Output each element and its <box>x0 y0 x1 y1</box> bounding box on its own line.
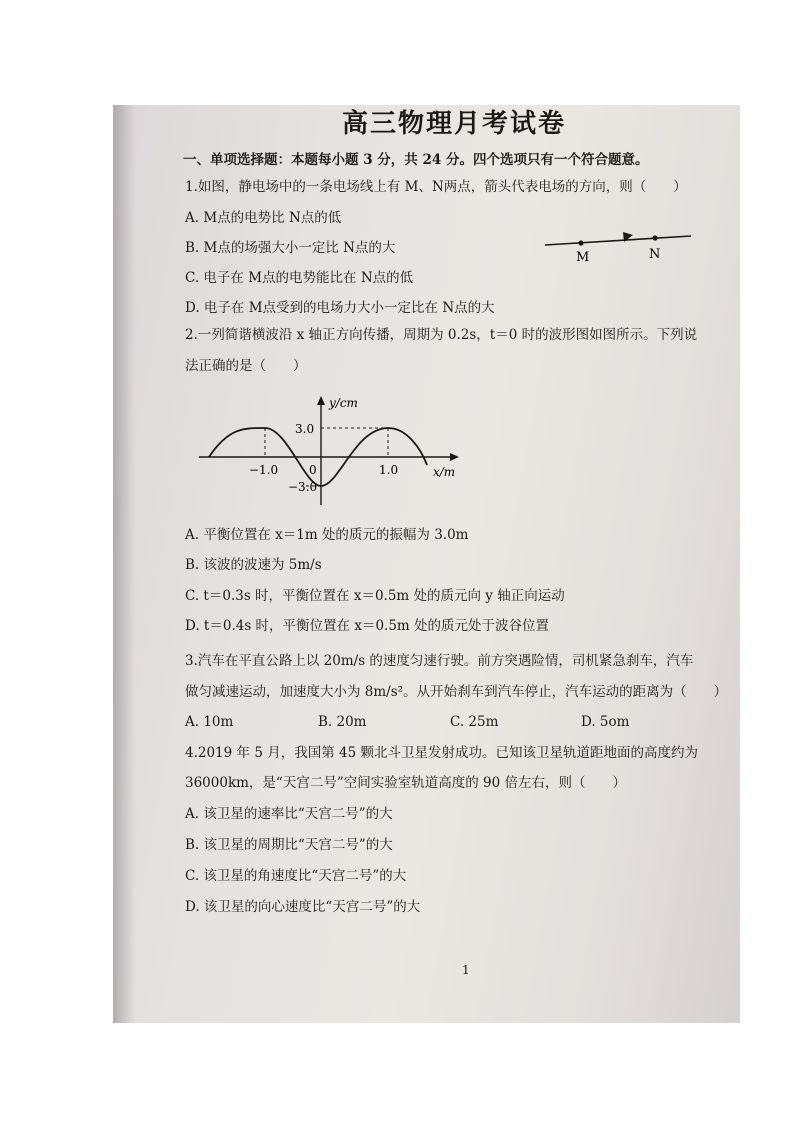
y-axis-label: y/cm <box>329 396 358 410</box>
x-pos-label: 1.0 <box>379 463 399 477</box>
y-axis-arrow <box>317 396 325 405</box>
y-min-label: −3.0 <box>288 480 318 494</box>
q3-stem-line2: 做匀减速运动，加速度大小为 8m/s²。从开始刹车到汽车停止，汽车运动的距离为（ ） <box>185 684 728 700</box>
origin-label: 0 <box>309 463 317 477</box>
q4-option-c: C. 该卫星的角速度比“天宫二号”的大 <box>185 868 407 884</box>
field-line-figure <box>543 229 693 263</box>
q3-option-d: D. 5om <box>581 714 630 730</box>
label-n: N <box>649 247 661 262</box>
wave-graph <box>193 387 473 517</box>
section-heading: 一、单项选择题：本题每小题 3 分，共 24 分。四个选项只有一个符合题意。 <box>183 152 649 168</box>
q3-option-a: A. 10m <box>185 714 234 730</box>
q3-option-b: B. 20m <box>318 714 367 730</box>
q2-option-b: B. 该波的波速为 5m/s <box>185 557 322 573</box>
x-axis-label: x/m <box>433 465 456 479</box>
exam-title: 高三物理月考试卷 <box>342 109 567 139</box>
point-n <box>652 235 657 240</box>
paper-shadow <box>113 105 135 1023</box>
q4-option-d: D. 该卫星的向心速度比“天宫二号”的大 <box>185 899 421 915</box>
q4-stem-line1: 4.2019 年 5 月，我国第 45 颗北斗卫星发射成功。已知该卫星轨道距地面的高度约为 <box>185 745 698 761</box>
q2-option-a: A. 平衡位置在 x＝1m 处的质元的振幅为 3.0m <box>185 527 469 543</box>
q1-option-c: C. 电子在 M点的电势能比在 N点的低 <box>185 270 414 286</box>
label-m: M <box>576 250 590 263</box>
q4-option-a: A. 该卫星的速率比“天宫二号”的大 <box>185 806 393 822</box>
q4-option-b: B. 该卫星的周期比“天宫二号”的大 <box>185 837 393 853</box>
q1-option-d: D. 电子在 M点受到的电场力大小一定比在 N点的大 <box>185 300 495 316</box>
y-max-label: 3.0 <box>295 422 315 436</box>
q2-option-d: D. t＝0.4s 时，平衡位置在 x＝0.5m 处的质元处于波谷位置 <box>185 618 550 634</box>
q2-option-c: C. t＝0.3s 时，平衡位置在 x＝0.5m 处的质元向 y 轴正向运动 <box>185 588 565 604</box>
field-line <box>545 236 691 245</box>
x-neg-label: −1.0 <box>249 463 279 477</box>
q4-stem-line2: 36000km，是“天宫二号”空间实验室轨道高度的 90 倍左右，则（ ） <box>185 775 626 791</box>
q2-stem-line2: 法正确的是（ ） <box>185 358 307 374</box>
q1-stem: 1.如图，静电场中的一条电场线上有 M、N两点，箭头代表电场的方向，则（ ） <box>185 179 687 195</box>
page-number: 1 <box>462 963 470 977</box>
q3-stem-line1: 3.汽车在平直公路上以 20m/s 的速度匀速行驶。前方突遇险情，司机紧急刹车，汽车 <box>185 653 694 669</box>
q2-stem-line1: 2.一列简谐横波沿 x 轴正方向传播，周期为 0.2s，t＝0 时的波形图如图所示。下列说 <box>185 327 698 343</box>
exam-sheet <box>113 105 740 1023</box>
q3-option-c: C. 25m <box>450 714 499 730</box>
x-axis-arrow <box>450 453 459 461</box>
q1-option-b: B. M点的场强大小一定比 N点的大 <box>185 240 396 256</box>
q1-option-a: A. M点的电势比 N点的低 <box>185 210 342 226</box>
point-m <box>578 240 583 245</box>
